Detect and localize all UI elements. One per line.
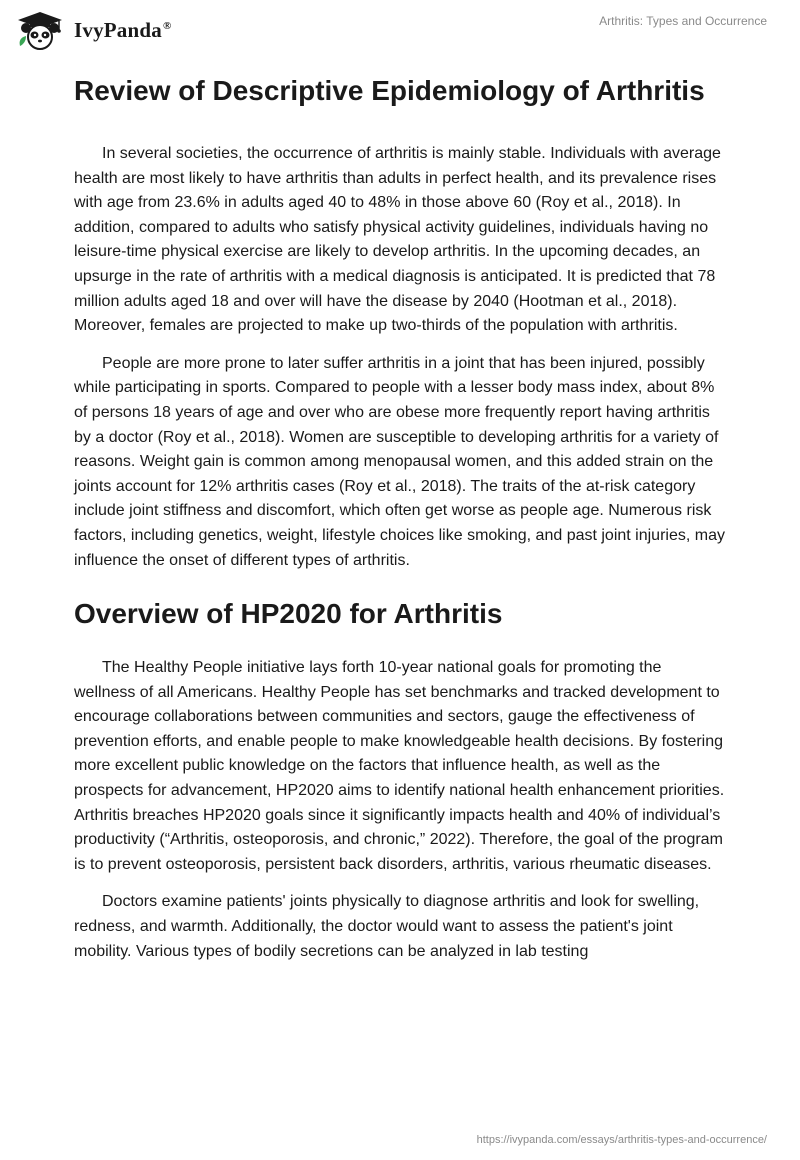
panda-icon <box>14 10 66 50</box>
document-title: Arthritis: Types and Occurrence <box>599 14 767 28</box>
brand-name: IvyPanda® <box>74 17 172 42</box>
paragraph: In several societies, the occurrence of arthritis is mainly stable. Individuals with average health are most likely to have arthritis than adults in perfect health, and its prevalence rises with age from 23.6% in adults aged 40 to 48% in those above 60 (Roy et al., 2018). In addition, compared to adults who satisfy physical activity guidelines, individuals having no leisure-time physical exercise are likely to develop arthritis. In the upcoming decades, an upsurge in the rate of arthritis with a medical diagnosis is anticipated. It is predicted that 78 million adults aged 18 and over will have the disease by 2040 (Hootman et al., 2018). Moreover, females are projected to make up two-thirds of the population with arthritis. <box>74 145 721 335</box>
source-url[interactable]: https://ivypanda.com/essays/arthritis-types-and-occurrence/ <box>476 1134 767 1146</box>
paragraph: The Healthy People initiative lays forth 10-year national goals for promoting the wellness of all Americans. Healthy People has set benchmarks and tracked development to encourage collaborations between communities and sectors, gauge the effectiveness of prevention efforts, and enable people to make knowledgeable health decisions. By fostering more excellent public knowledge on the factors that influence health, as well as the prospects for advancement, HP2020 aims to identify national health enhancement priorities. Arthritis breaches HP2020 goals since it significantly impacts health and 40% of individual’s productivity (“Arthritis, osteoporosis, and chronic,” 2022). Therefore, the goal of the program is to prevent osteoporosis, persistent back disorders, arthritis, various rheumatic diseases. <box>74 659 725 873</box>
paragraph: Doctors examine patients' joints physically to diagnose arthritis and look for swelling, redness, and warmth. Additionally, the doctor would want to assess the patient's joint mobility. Various types of bodily secretions can be analyzed in lab testing <box>74 893 700 960</box>
article-body <box>74 70 726 964</box>
paragraph: People are more prone to later suffer arthritis in a joint that has been injured, possibly while participating in sports. Compared to people with a lesser body mass index, about 8% of persons 18 years of age and over who are obese more frequently report having arthritis by a doctor (Roy et al., 2018). Women are susceptible to developing arthritis for a variety of reasons. Weight gain is common among menopausal women, and this added strain on the joints account for 12% arthritis cases (Roy et al., 2018). The traits of the at-risk category include joint stiffness and discomfort, which often get worse as people age. Numerous risk factors, including genetics, weight, lifestyle choices like smoking, and past joint injuries, may influence the onset of different types of arthritis. <box>74 354 725 569</box>
section-heading-epidemiology: Review of Descriptive Epidemiology of Arthritis <box>74 75 705 106</box>
section-heading-hp2020: Overview of HP2020 for Arthritis <box>74 598 503 630</box>
page-header <box>0 0 800 60</box>
ivypanda-logo[interactable] <box>14 10 171 50</box>
